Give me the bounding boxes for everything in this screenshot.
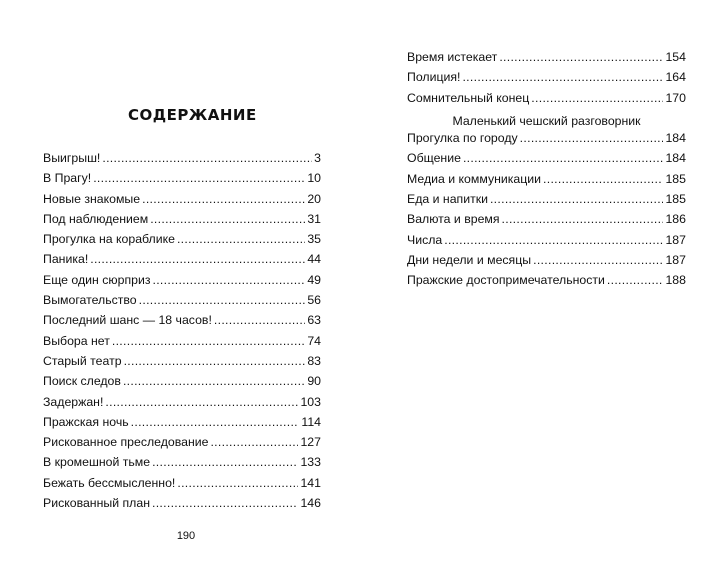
toc-entry-label: Прогулка на кораблике bbox=[43, 232, 175, 247]
toc-entry-label: Еще один сюрприз bbox=[43, 272, 151, 287]
toc-entry-page: 187 bbox=[665, 232, 686, 247]
toc-entry bbox=[407, 172, 686, 192]
toc-entry-label: Общение bbox=[407, 151, 461, 166]
toc-entry-page: 184 bbox=[665, 151, 686, 166]
toc-entry bbox=[43, 455, 321, 475]
toc-entry-label: Под наблюдением bbox=[43, 211, 149, 226]
dot-leader bbox=[93, 171, 305, 185]
dot-leader bbox=[214, 313, 305, 327]
right-toc-column bbox=[407, 50, 686, 294]
toc-entry-label: Прогулка по городу bbox=[407, 131, 518, 146]
toc-entry-page: 164 bbox=[665, 70, 686, 85]
dot-leader bbox=[463, 151, 664, 165]
dot-leader bbox=[112, 334, 305, 348]
toc-entry bbox=[43, 252, 321, 272]
toc-entry-page: 184 bbox=[665, 131, 686, 146]
toc-entry-label: Дни недели и месяцы bbox=[407, 252, 532, 267]
toc-entry-label: Задержан! bbox=[43, 394, 104, 409]
dot-leader bbox=[177, 232, 305, 246]
dot-leader bbox=[543, 172, 663, 186]
toc-entry bbox=[43, 476, 321, 496]
toc-entry-page: 133 bbox=[300, 455, 321, 470]
toc-entry-label: Выигрыш! bbox=[43, 151, 101, 165]
dot-leader bbox=[131, 415, 300, 429]
dot-leader bbox=[152, 273, 305, 287]
toc-entry-page: 10 bbox=[307, 171, 321, 186]
toc-entry-page: 114 bbox=[301, 414, 321, 429]
dot-leader bbox=[533, 253, 663, 267]
toc-entry-page: 63 bbox=[307, 313, 321, 328]
page-number: 190 bbox=[176, 530, 196, 542]
toc-entry-label: Рискованное преследование bbox=[43, 435, 209, 450]
toc-entry-page: 186 bbox=[665, 212, 686, 227]
toc-entry-label: Сомнительный конец bbox=[407, 90, 530, 105]
toc-entry-page: 146 bbox=[300, 496, 321, 511]
toc-entry-label: В кромешной тьме bbox=[43, 455, 151, 470]
toc-entry bbox=[43, 415, 321, 435]
toc-entry-page: 187 bbox=[665, 252, 686, 267]
toc-entry-label: Еда и напитки bbox=[407, 192, 488, 207]
dot-leader bbox=[139, 293, 306, 307]
toc-entry-page: 83 bbox=[307, 353, 321, 368]
toc-entry bbox=[43, 354, 321, 374]
toc-entry-label: Бежать бессмысленно! bbox=[43, 475, 176, 490]
dot-leader bbox=[90, 252, 305, 266]
dot-leader bbox=[444, 233, 663, 247]
toc-entry-label: В Прагу! bbox=[43, 171, 92, 186]
dot-leader bbox=[520, 131, 664, 145]
section-heading: Маленький чешский разговорник bbox=[452, 113, 641, 128]
dot-leader bbox=[124, 354, 306, 368]
toc-entry bbox=[407, 253, 686, 273]
dot-leader bbox=[102, 151, 312, 165]
dot-leader bbox=[150, 212, 305, 226]
toc-entry-label: Паника! bbox=[43, 252, 89, 267]
toc-entry bbox=[43, 192, 321, 212]
toc-entry bbox=[43, 435, 321, 455]
toc-entry bbox=[407, 212, 686, 232]
toc-entry-label: Валюта и время bbox=[407, 212, 500, 227]
dot-leader bbox=[152, 496, 298, 510]
toc-entry bbox=[43, 374, 321, 394]
toc-entry-label: Рискованный план bbox=[43, 496, 150, 511]
toc-entry-label: Пражские достопримечательности bbox=[407, 273, 605, 288]
toc-entry bbox=[43, 212, 321, 232]
toc-entry-page: 154 bbox=[665, 50, 686, 64]
toc-entry-page: 90 bbox=[307, 374, 321, 389]
toc-entry-page: 170 bbox=[665, 90, 686, 105]
toc-entry bbox=[43, 171, 321, 191]
toc-entry bbox=[43, 496, 321, 516]
toc-entry bbox=[407, 70, 686, 90]
toc-entry-label: Вымогательство bbox=[43, 293, 137, 308]
toc-entry-page: 185 bbox=[665, 192, 686, 207]
toc-entry bbox=[43, 232, 321, 252]
toc-entry bbox=[407, 50, 686, 70]
dot-leader bbox=[123, 374, 305, 388]
toc-entry-label: Пражская ночь bbox=[43, 414, 129, 429]
dot-leader bbox=[499, 50, 663, 64]
toc-entry-page: 188 bbox=[665, 273, 686, 288]
toc-entry bbox=[407, 192, 686, 212]
toc-entry-page: 20 bbox=[307, 191, 321, 206]
toc-entry-page: 35 bbox=[307, 232, 321, 247]
toc-entry bbox=[43, 293, 321, 313]
toc-entry bbox=[43, 313, 321, 333]
dot-leader bbox=[490, 192, 664, 206]
toc-entry bbox=[43, 273, 321, 293]
dot-leader bbox=[607, 273, 664, 287]
toc-entry-page: 74 bbox=[307, 333, 321, 348]
toc-entry-label: Выбора нет bbox=[43, 333, 110, 348]
toc-entry-page: 49 bbox=[307, 272, 321, 287]
toc-entry-label: Время истекает bbox=[407, 50, 498, 64]
toc-entry bbox=[43, 151, 321, 171]
toc-entry-label: Последний шанс — 18 часов! bbox=[43, 313, 212, 328]
toc-entry-page: 56 bbox=[307, 293, 321, 308]
toc-entry bbox=[407, 131, 686, 151]
toc-entry-label: Старый театр bbox=[43, 353, 122, 368]
toc-entry-page: 44 bbox=[307, 252, 321, 267]
toc-entry-label: Медиа и коммуникации bbox=[407, 171, 542, 186]
toc-entry-label: Числа bbox=[407, 232, 443, 247]
dot-leader bbox=[152, 455, 298, 469]
left-toc-column bbox=[43, 151, 321, 516]
toc-entry bbox=[43, 334, 321, 354]
toc-entry-page: 103 bbox=[300, 394, 321, 409]
toc-entry-page: 127 bbox=[300, 435, 321, 450]
dot-leader bbox=[210, 435, 298, 449]
toc-entry bbox=[407, 151, 686, 171]
toc-entry bbox=[407, 91, 686, 111]
contents-title: СОДЕРЖАНИЕ bbox=[128, 106, 257, 124]
toc-entry-label: Новые знакомые bbox=[43, 191, 141, 206]
toc-entry bbox=[43, 395, 321, 415]
dot-leader bbox=[177, 476, 298, 490]
toc-entry-label: Полиция! bbox=[407, 70, 461, 85]
toc-entry bbox=[407, 273, 686, 293]
toc-entry-page: 31 bbox=[307, 211, 321, 226]
toc-entry-label: Поиск следов bbox=[43, 374, 121, 389]
toc-entry bbox=[407, 233, 686, 253]
toc-entry-page: 3 bbox=[314, 151, 321, 165]
dot-leader bbox=[142, 192, 305, 206]
dot-leader bbox=[105, 395, 298, 409]
toc-entry-page: 185 bbox=[665, 171, 686, 186]
dot-leader bbox=[531, 91, 663, 105]
toc-entry-page: 141 bbox=[300, 475, 321, 490]
dot-leader bbox=[462, 70, 663, 84]
dot-leader bbox=[502, 212, 664, 226]
